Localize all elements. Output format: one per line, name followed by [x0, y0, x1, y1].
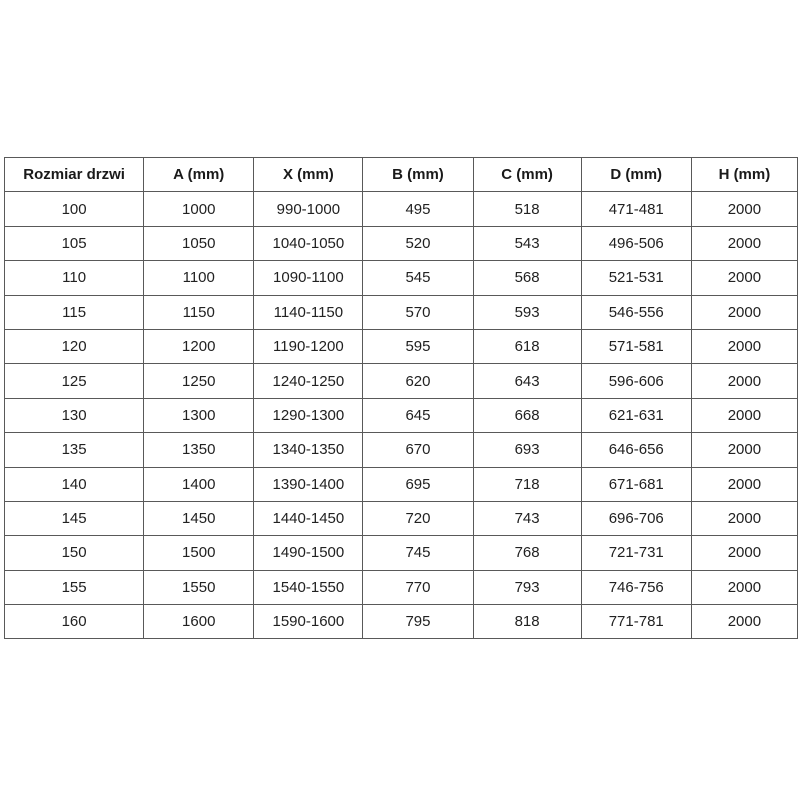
table-cell: 620 — [363, 364, 473, 398]
table-cell: 1250 — [144, 364, 254, 398]
table-cell: 1450 — [144, 501, 254, 535]
table-body — [5, 192, 798, 639]
column-header-a-mm: A (mm) — [144, 158, 254, 192]
table-cell: 818 — [473, 605, 581, 639]
table-cell: 135 — [5, 433, 144, 467]
table-row-size-120 — [5, 329, 798, 363]
table-cell: 1090-1100 — [254, 261, 363, 295]
table-cell: 125 — [5, 364, 144, 398]
table-cell: 596-606 — [581, 364, 691, 398]
table-cell: 2000 — [691, 192, 797, 226]
table-cell: 745 — [363, 536, 473, 570]
table-cell: 545 — [363, 261, 473, 295]
table-cell: 1400 — [144, 467, 254, 501]
table-cell: 140 — [5, 467, 144, 501]
table-cell: 471-481 — [581, 192, 691, 226]
table-cell: 645 — [363, 398, 473, 432]
table-cell: 1440-1450 — [254, 501, 363, 535]
table-cell: 115 — [5, 295, 144, 329]
table-cell: 671-681 — [581, 467, 691, 501]
table-cell: 1190-1200 — [254, 329, 363, 363]
table-cell: 570 — [363, 295, 473, 329]
table-cell: 1540-1550 — [254, 570, 363, 604]
table-row-size-135 — [5, 433, 798, 467]
table-row-size-125 — [5, 364, 798, 398]
table-cell: 1490-1500 — [254, 536, 363, 570]
table-cell: 1200 — [144, 329, 254, 363]
table-cell: 1350 — [144, 433, 254, 467]
table-cell: 2000 — [691, 398, 797, 432]
column-header-x-mm: X (mm) — [254, 158, 363, 192]
table-cell: 1050 — [144, 226, 254, 260]
table-row-size-155 — [5, 570, 798, 604]
header-row — [5, 158, 798, 192]
table-row-size-105 — [5, 226, 798, 260]
table-row-size-150 — [5, 536, 798, 570]
table-cell: 768 — [473, 536, 581, 570]
table-cell: 145 — [5, 501, 144, 535]
table-cell: 1550 — [144, 570, 254, 604]
table-cell: 771-781 — [581, 605, 691, 639]
table-cell: 495 — [363, 192, 473, 226]
table-cell: 543 — [473, 226, 581, 260]
table-cell: 120 — [5, 329, 144, 363]
table-cell: 2000 — [691, 226, 797, 260]
table-cell: 696-706 — [581, 501, 691, 535]
door-size-spec-table-container — [4, 157, 798, 639]
table-cell: 746-756 — [581, 570, 691, 604]
table-cell: 2000 — [691, 605, 797, 639]
table-cell: 2000 — [691, 329, 797, 363]
table-cell: 160 — [5, 605, 144, 639]
table-cell: 990-1000 — [254, 192, 363, 226]
column-header-rozmiar-drzwi: Rozmiar drzwi — [5, 158, 144, 192]
table-cell: 105 — [5, 226, 144, 260]
table-cell: 621-631 — [581, 398, 691, 432]
door-size-spec-table — [4, 157, 798, 639]
table-cell: 1300 — [144, 398, 254, 432]
table-cell: 743 — [473, 501, 581, 535]
table-cell: 571-581 — [581, 329, 691, 363]
table-cell: 2000 — [691, 364, 797, 398]
column-header-b-mm: B (mm) — [363, 158, 473, 192]
table-cell: 130 — [5, 398, 144, 432]
table-cell: 1150 — [144, 295, 254, 329]
table-row-size-140 — [5, 467, 798, 501]
table-row-size-110 — [5, 261, 798, 295]
table-cell: 2000 — [691, 261, 797, 295]
table-cell: 2000 — [691, 433, 797, 467]
table-cell: 1290-1300 — [254, 398, 363, 432]
table-cell: 100 — [5, 192, 144, 226]
table-cell: 670 — [363, 433, 473, 467]
table-cell: 1140-1150 — [254, 295, 363, 329]
table-cell: 668 — [473, 398, 581, 432]
table-cell: 155 — [5, 570, 144, 604]
table-cell: 1040-1050 — [254, 226, 363, 260]
table-cell: 1100 — [144, 261, 254, 295]
table-row-size-115 — [5, 295, 798, 329]
table-cell: 1340-1350 — [254, 433, 363, 467]
table-cell: 1590-1600 — [254, 605, 363, 639]
table-cell: 721-731 — [581, 536, 691, 570]
column-header-c-mm: C (mm) — [473, 158, 581, 192]
column-header-d-mm: D (mm) — [581, 158, 691, 192]
column-header-h-mm: H (mm) — [691, 158, 797, 192]
table-cell: 720 — [363, 501, 473, 535]
table-row-size-160 — [5, 605, 798, 639]
table-cell: 2000 — [691, 501, 797, 535]
table-cell: 1600 — [144, 605, 254, 639]
table-cell: 546-556 — [581, 295, 691, 329]
table-cell: 646-656 — [581, 433, 691, 467]
table-cell: 695 — [363, 467, 473, 501]
table-cell: 2000 — [691, 536, 797, 570]
table-cell: 1500 — [144, 536, 254, 570]
table-row-size-100 — [5, 192, 798, 226]
table-cell: 595 — [363, 329, 473, 363]
table-cell: 496-506 — [581, 226, 691, 260]
table-cell: 718 — [473, 467, 581, 501]
table-cell: 568 — [473, 261, 581, 295]
table-row-size-145 — [5, 501, 798, 535]
table-cell: 795 — [363, 605, 473, 639]
table-cell: 643 — [473, 364, 581, 398]
table-cell: 693 — [473, 433, 581, 467]
table-cell: 520 — [363, 226, 473, 260]
table-cell: 1240-1250 — [254, 364, 363, 398]
table-cell: 770 — [363, 570, 473, 604]
table-cell: 518 — [473, 192, 581, 226]
table-cell: 2000 — [691, 295, 797, 329]
table-cell: 2000 — [691, 467, 797, 501]
table-cell: 593 — [473, 295, 581, 329]
table-cell: 793 — [473, 570, 581, 604]
table-cell: 1000 — [144, 192, 254, 226]
table-row-size-130 — [5, 398, 798, 432]
table-cell: 2000 — [691, 570, 797, 604]
table-cell: 1390-1400 — [254, 467, 363, 501]
table-cell: 618 — [473, 329, 581, 363]
table-cell: 521-531 — [581, 261, 691, 295]
table-cell: 110 — [5, 261, 144, 295]
table-cell: 150 — [5, 536, 144, 570]
